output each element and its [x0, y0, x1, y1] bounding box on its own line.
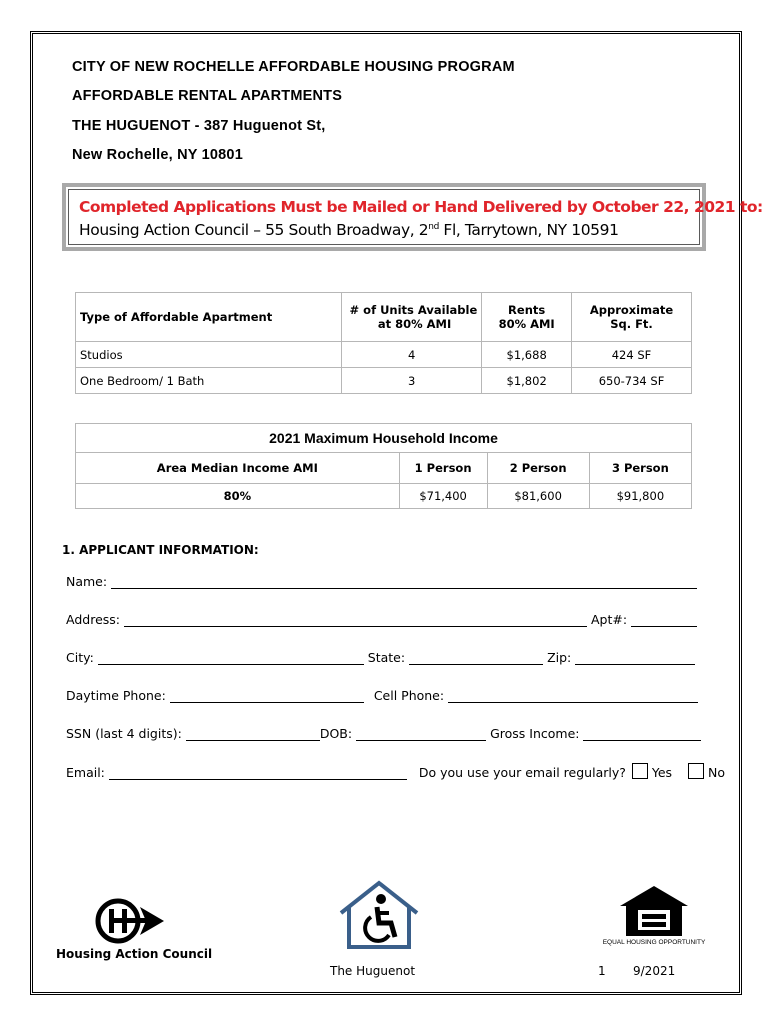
email-question: Do you use your email regularly?	[418, 765, 626, 780]
no-checkbox[interactable]	[688, 763, 704, 779]
cell: $91,800	[589, 484, 691, 509]
table-row	[76, 484, 692, 509]
mailing-address: Housing Action Council – 55 South Broadway, 2nd Fl, Tarrytown, NY 10591	[79, 221, 619, 239]
cell: One Bedroom/ 1 Bath	[76, 368, 342, 394]
address-label: Address:	[66, 612, 120, 627]
hac-logo-icon	[96, 897, 168, 945]
state-field[interactable]	[409, 650, 543, 665]
income-table	[75, 423, 692, 509]
table-row	[76, 342, 692, 368]
cell: 80%	[76, 484, 400, 509]
ssn-row	[66, 726, 701, 741]
col-2-person: 2 Person	[487, 453, 589, 484]
col-sqft: Approximate Sq. Ft.	[572, 293, 692, 342]
address-field[interactable]	[124, 612, 587, 627]
daytime-phone-field[interactable]	[170, 688, 364, 703]
address-row	[66, 612, 697, 627]
yes-checkbox[interactable]	[632, 763, 648, 779]
col-1-person: 1 Person	[399, 453, 487, 484]
apt-field[interactable]	[631, 612, 697, 627]
eho-text: EQUAL HOUSING OPPORTUNITY	[602, 939, 706, 946]
income-table-title: 2021 Maximum Household Income	[76, 424, 692, 453]
dob-label: DOB:	[319, 726, 353, 741]
col-3-person: 3 Person	[589, 453, 691, 484]
col-rents: Rents 80% AMI	[482, 293, 572, 342]
cell: 650-734 SF	[572, 368, 692, 394]
page-number: 1	[598, 964, 606, 978]
email-field[interactable]	[109, 765, 407, 780]
apt-label: Apt#:	[590, 612, 628, 627]
email-row	[66, 763, 725, 780]
header-line-3: THE HUGUENOT - 387 Huguenot St,	[72, 118, 326, 134]
cell: 4	[342, 342, 482, 368]
daytime-phone-label: Daytime Phone:	[66, 688, 166, 703]
state-label: State:	[367, 650, 406, 665]
cell-phone-field[interactable]	[448, 688, 698, 703]
header-line-1: CITY OF NEW ROCHELLE AFFORDABLE HOUSING PROGRAM	[72, 59, 515, 75]
cell-phone-label: Cell Phone:	[373, 688, 445, 703]
footer-org: Housing Action Council	[56, 947, 213, 961]
table-row	[76, 368, 692, 394]
yes-label: Yes	[651, 765, 673, 780]
deadline-text: Completed Applications Must be Mailed or Hand Delivered by October 22, 2021 to:	[79, 198, 763, 216]
page-border	[30, 31, 742, 995]
accessible-housing-icon	[337, 879, 421, 951]
deadline-notice-box	[62, 183, 763, 251]
ssn-label: SSN (last 4 digits):	[66, 726, 182, 741]
cell: 3	[342, 368, 482, 394]
name-field[interactable]	[111, 574, 697, 589]
col-type: Type of Affordable Apartment	[76, 293, 342, 342]
cell: $1,688	[482, 342, 572, 368]
name-row	[66, 574, 697, 589]
phone-row	[66, 688, 698, 703]
zip-field[interactable]	[575, 650, 695, 665]
dob-field[interactable]	[356, 726, 486, 741]
zip-label: Zip:	[547, 650, 572, 665]
footer-date: 9/2021	[633, 964, 676, 978]
city-row	[66, 650, 695, 665]
ssn-field[interactable]	[186, 726, 320, 741]
city-label: City:	[66, 650, 94, 665]
units-table	[75, 292, 692, 394]
cell: Studios	[76, 342, 342, 368]
cell: 424 SF	[572, 342, 692, 368]
section-title: 1. APPLICANT INFORMATION:	[62, 543, 259, 557]
no-label: No	[708, 765, 726, 780]
cell: $71,400	[399, 484, 487, 509]
name-label: Name:	[66, 574, 108, 589]
header-line-4: New Rochelle, NY 10801	[72, 147, 243, 163]
gross-income-label: Gross Income:	[490, 726, 580, 741]
equal-housing-opportunity-icon	[602, 884, 706, 952]
footer-property: The Huguenot	[330, 964, 416, 978]
cell: $1,802	[482, 368, 572, 394]
col-units: # of Units Available at 80% AMI	[342, 293, 482, 342]
header-line-2: AFFORDABLE RENTAL APARTMENTS	[72, 88, 343, 104]
units-table-header	[76, 293, 692, 342]
city-field[interactable]	[98, 650, 364, 665]
cell: $81,600	[487, 484, 589, 509]
gross-income-field[interactable]	[583, 726, 701, 741]
col-ami: Area Median Income AMI	[76, 453, 400, 484]
email-label: Email:	[66, 765, 105, 780]
